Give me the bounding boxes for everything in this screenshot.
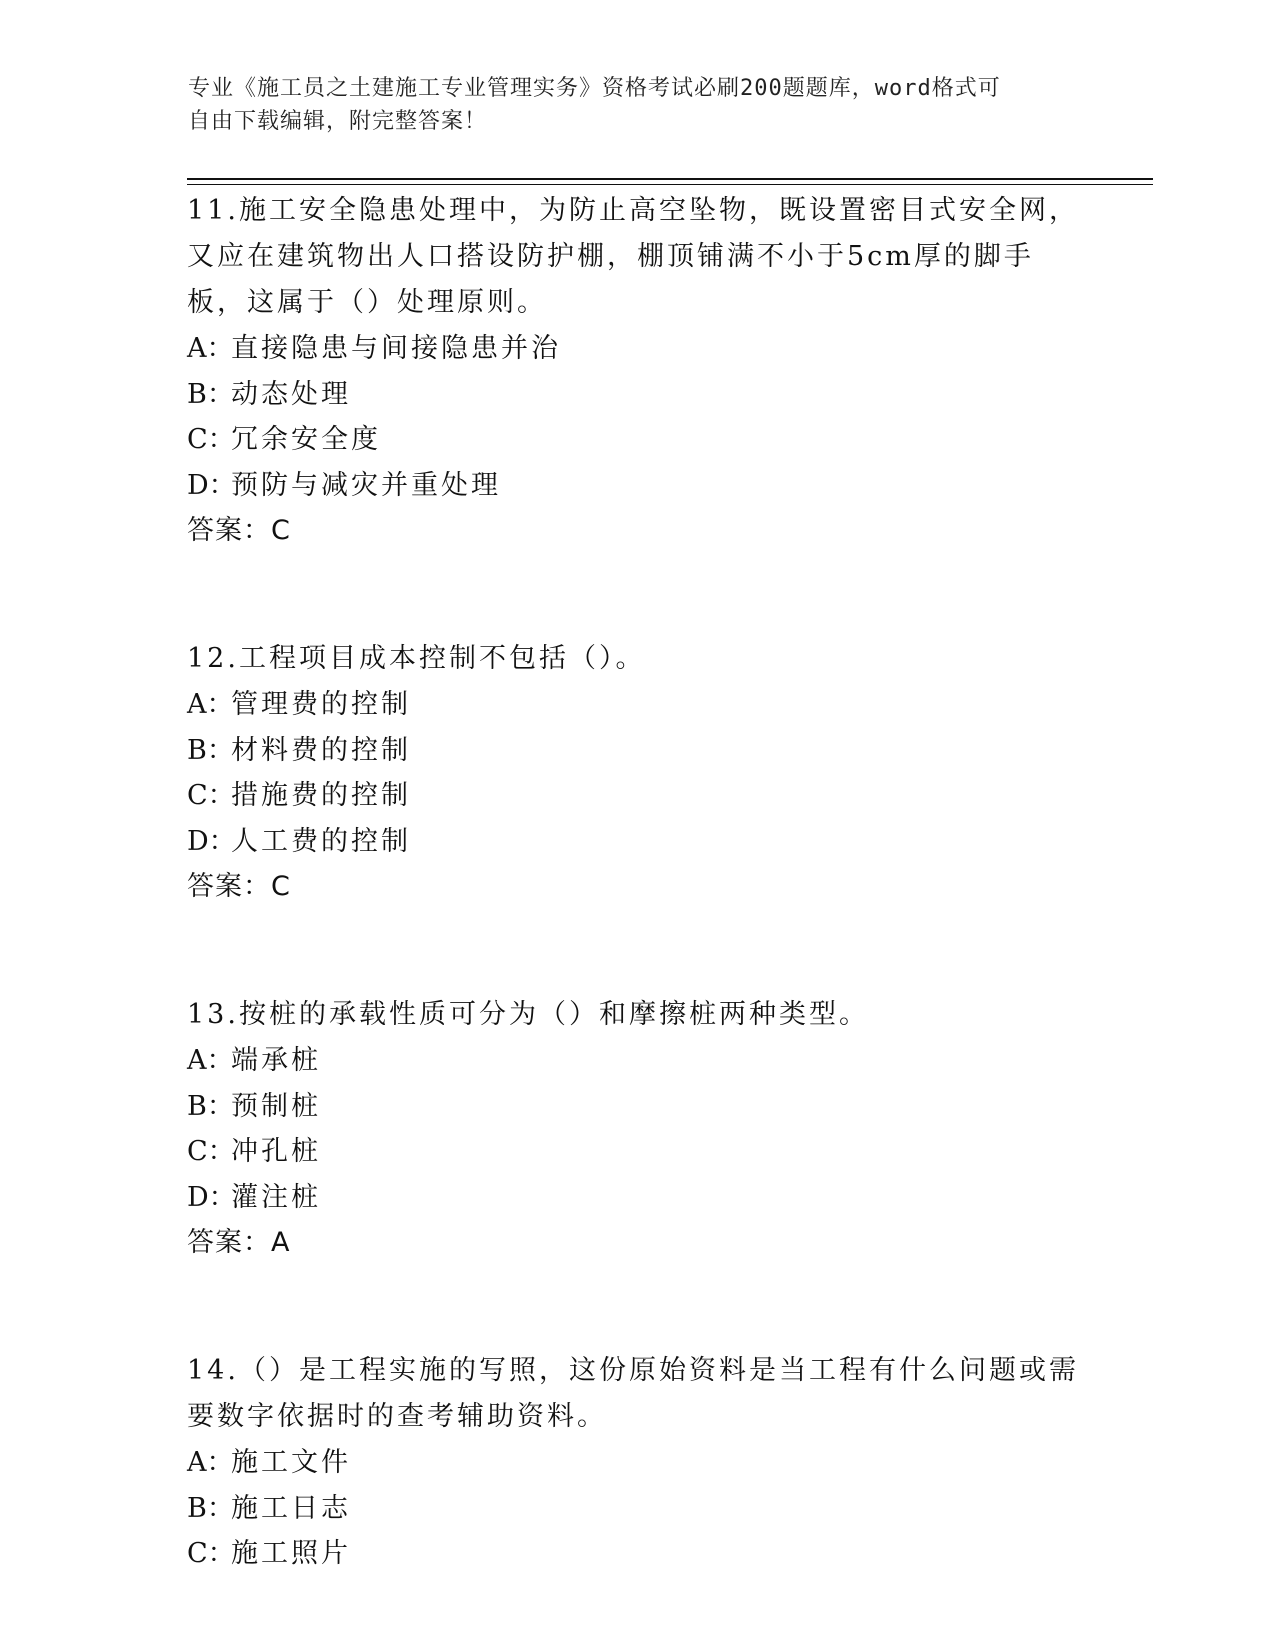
option-c — [187, 1531, 1087, 1577]
option-a — [187, 1440, 1087, 1486]
option-text: 灌注桩 — [231, 1181, 321, 1213]
option-text: 端承桩 — [231, 1045, 321, 1076]
option-key: A： — [187, 1447, 234, 1478]
option-key: C： — [187, 780, 235, 811]
option-d — [187, 1175, 1087, 1221]
option-text: 材料费的控制 — [231, 734, 411, 766]
option-b — [187, 372, 1087, 418]
option-key: D： — [187, 469, 236, 501]
question-spacer — [187, 910, 1087, 992]
option-key: A： — [187, 1045, 234, 1076]
option-b — [187, 1486, 1087, 1532]
answer-line: 答案：C — [187, 515, 291, 546]
header-line-2: 自由下载编辑，附完整答案！ — [188, 109, 488, 134]
option-text: 人工费的控制 — [231, 825, 411, 857]
option-c — [187, 773, 1087, 819]
question-spacer — [187, 1266, 1087, 1348]
option-key: C： — [187, 1136, 235, 1167]
option-key: B： — [187, 378, 234, 410]
question-12 — [187, 636, 1087, 910]
option-key: B： — [187, 1090, 234, 1122]
option-key: B： — [187, 734, 234, 766]
option-text: 施工照片 — [231, 1538, 351, 1569]
option-text: 预防与减灾并重处理 — [231, 469, 501, 501]
question-11 — [187, 188, 1087, 554]
option-key: C： — [187, 424, 235, 455]
option-a — [187, 326, 1087, 372]
option-c — [187, 1129, 1087, 1175]
document-header — [188, 72, 1068, 138]
header-rule-thin — [187, 184, 1153, 185]
question-stem: 12.工程项目成本控制不包括（）。 — [187, 643, 646, 674]
question-list — [187, 188, 1087, 1577]
option-a — [187, 682, 1087, 728]
option-d — [187, 819, 1087, 865]
question-13 — [187, 992, 1087, 1266]
option-key: C： — [187, 1538, 235, 1569]
option-a — [187, 1038, 1087, 1084]
header-rule-thick — [187, 178, 1153, 180]
option-text: 措施费的控制 — [231, 780, 411, 811]
option-b — [187, 1084, 1087, 1130]
question-stem: 14.（）是工程实施的写照，这份原始资料是当工程有什么问题或需要数字依据时的查考辅助资料。 — [187, 1355, 1079, 1432]
header-line-1: 专业《施工员之土建施工专业管理实务》资格考试必刷200题题库，word格式可 — [188, 76, 1001, 101]
option-key: A： — [187, 333, 234, 364]
question-stem: 11.施工安全隐患处理中，为防止高空坠物，既设置密目式安全网，又应在建筑物出人口搭设防护棚，棚顶铺满不小于5cm厚的脚手板，这属于（）处理原则。 — [187, 195, 1079, 318]
option-text: 施工日志 — [231, 1492, 351, 1524]
option-text: 施工文件 — [231, 1447, 351, 1478]
question-14 — [187, 1348, 1087, 1577]
answer-line: 答案：C — [187, 871, 291, 902]
option-text: 管理费的控制 — [231, 689, 411, 720]
question-spacer — [187, 554, 1087, 636]
option-text: 冗余安全度 — [231, 424, 381, 455]
answer-line: 答案：A — [187, 1227, 291, 1258]
option-text: 直接隐患与间接隐患并治 — [231, 333, 561, 364]
option-key: A： — [187, 689, 234, 720]
option-text: 预制桩 — [231, 1090, 321, 1122]
option-d — [187, 463, 1087, 509]
option-text: 冲孔桩 — [231, 1136, 321, 1167]
option-key: B： — [187, 1492, 234, 1524]
option-b — [187, 728, 1087, 774]
question-stem: 13.按桩的承载性质可分为（）和摩擦桩两种类型。 — [187, 999, 869, 1030]
option-c — [187, 417, 1087, 463]
option-key: D： — [187, 825, 236, 857]
option-key: D： — [187, 1181, 236, 1213]
option-text: 动态处理 — [231, 378, 351, 410]
